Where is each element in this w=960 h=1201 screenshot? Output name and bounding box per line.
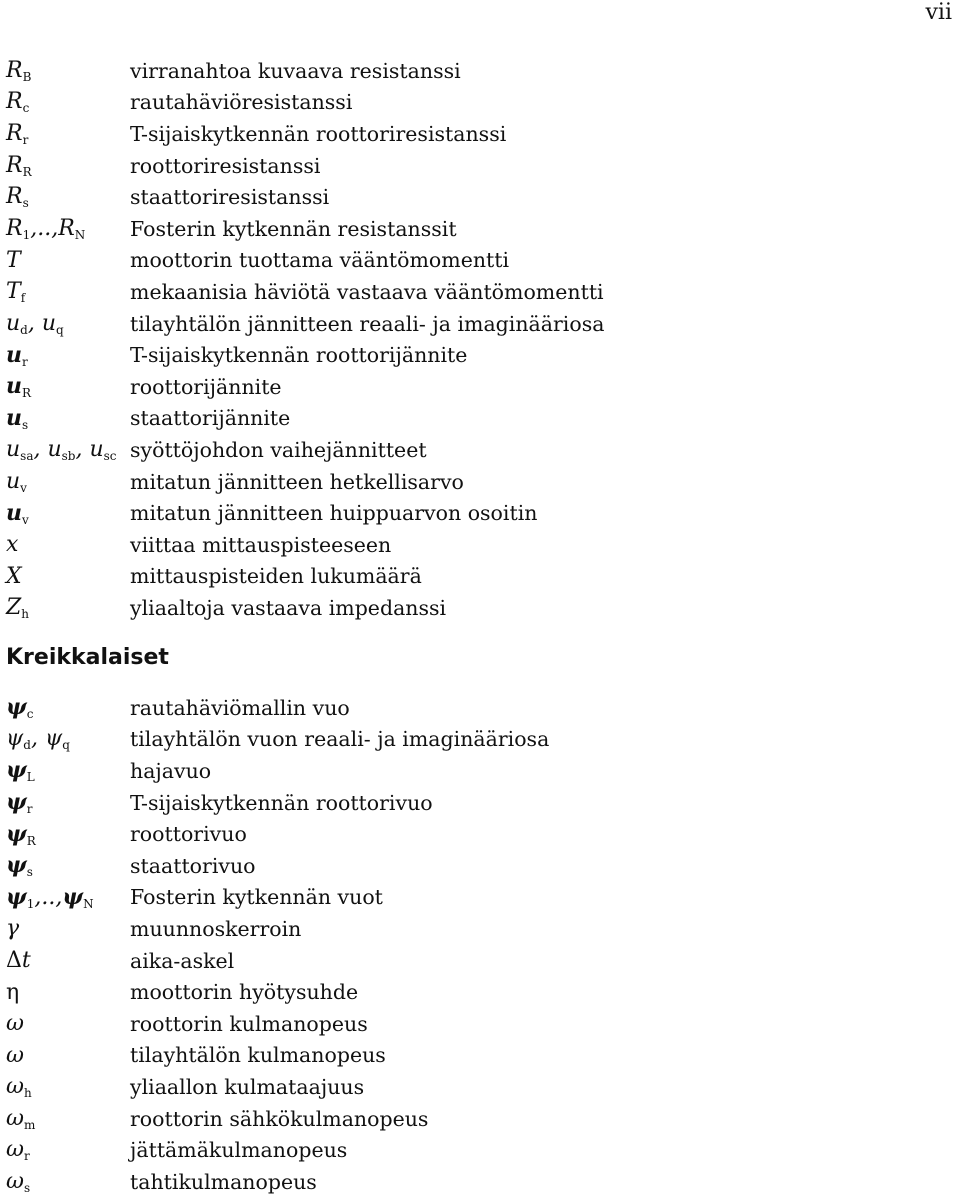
symbol-description: tilayhtälön kulmanopeus bbox=[130, 1043, 386, 1068]
symbol-row bbox=[6, 1040, 549, 1072]
symbol: $\psi_R$ bbox=[6, 820, 36, 848]
symbol-description: roottorivuo bbox=[130, 822, 247, 847]
symbol-description: jättämäkulmanopeus bbox=[130, 1138, 348, 1163]
symbol: ω bbox=[6, 1042, 24, 1068]
symbol-description: virranahtoa kuvaava resistanssi bbox=[130, 58, 461, 83]
symbol-description: roottorijännite bbox=[130, 374, 282, 399]
symbol-description: Fosterin kytkennän vuot bbox=[130, 885, 383, 910]
symbol-description: moottorin tuottama vääntömomentti bbox=[130, 248, 510, 273]
symbol: $u_R$ bbox=[6, 373, 32, 401]
symbol-description: mitatun jännitteen huippuarvon osoitin bbox=[130, 501, 538, 526]
symbol-row bbox=[6, 1134, 549, 1166]
symbol: $\psi_1,..,\psi_N$ bbox=[6, 883, 94, 911]
symbol: Δt bbox=[6, 948, 31, 974]
symbol-row bbox=[6, 213, 604, 245]
symbol-description: tahtikulmanopeus bbox=[130, 1169, 317, 1194]
symbol: $\omega_s$ bbox=[6, 1168, 31, 1195]
symbol-row bbox=[6, 529, 604, 561]
symbol-row bbox=[6, 497, 604, 529]
symbol-description: muunnoskerroin bbox=[130, 916, 302, 941]
symbol: $\omega_m$ bbox=[6, 1105, 36, 1132]
symbol-description: moottorin hyötysuhde bbox=[130, 980, 359, 1005]
symbol-description: mekaanisia häviötä vastaava vääntömomentti bbox=[130, 279, 604, 304]
symbol: x bbox=[6, 532, 19, 558]
symbol: $\psi_c$ bbox=[6, 694, 34, 722]
symbol: $\psi_r$ bbox=[6, 789, 33, 817]
symbol: $R_s$ bbox=[6, 184, 29, 211]
symbol-row bbox=[6, 850, 549, 882]
symbol: $\omega_r$ bbox=[6, 1137, 30, 1164]
symbol-row bbox=[6, 945, 549, 977]
symbol: $\omega_h$ bbox=[6, 1073, 32, 1100]
symbol-row bbox=[6, 1166, 549, 1198]
symbol-description: viittaa mittauspisteeseen bbox=[130, 532, 392, 557]
symbol-description: rautahäviöresistanssi bbox=[130, 90, 353, 115]
symbol-row bbox=[6, 724, 549, 756]
symbol: ω bbox=[6, 1011, 24, 1037]
symbol-description: T-sijaiskytkennän roottoriresistanssi bbox=[130, 121, 507, 146]
symbol-row bbox=[6, 118, 604, 150]
symbol-row bbox=[6, 339, 604, 371]
symbol-row bbox=[6, 976, 549, 1008]
symbol-description: tilayhtälön jännitteen reaali- ja imaginääriosa bbox=[130, 311, 605, 336]
symbol-row bbox=[6, 245, 604, 277]
symbol-row bbox=[6, 592, 604, 624]
symbol-row bbox=[6, 150, 604, 182]
symbol: $\psi_s$ bbox=[6, 852, 33, 880]
symbol: $R_c$ bbox=[6, 89, 30, 116]
symbol-description: Fosterin kytkennän resistanssit bbox=[130, 216, 457, 241]
symbol: $\psi_L$ bbox=[6, 757, 35, 785]
symbol: X bbox=[6, 563, 22, 589]
symbol: $u_v$ bbox=[6, 468, 27, 495]
symbol-row bbox=[6, 276, 604, 308]
symbol-row bbox=[6, 1103, 549, 1135]
symbol-row bbox=[6, 1071, 549, 1103]
symbol-description: yliaaltoja vastaava impedanssi bbox=[130, 595, 447, 620]
symbol-row bbox=[6, 371, 604, 403]
symbol-row bbox=[6, 913, 549, 945]
symbol-row bbox=[6, 882, 549, 914]
symbol-description: T-sijaiskytkennän roottorijännite bbox=[130, 343, 468, 368]
symbol-row bbox=[6, 308, 604, 340]
symbol: $u_{sa}$, $u_{sb}$, $u_{sc}$ bbox=[6, 436, 117, 463]
symbol-description: staattoriresistanssi bbox=[130, 185, 330, 210]
symbol-description: yliaallon kulmataajuus bbox=[130, 1074, 365, 1099]
symbol: $Z_h$ bbox=[6, 594, 30, 621]
symbol: $R_R$ bbox=[6, 152, 32, 179]
symbol-description: roottorin kulmanopeus bbox=[130, 1011, 368, 1036]
symbol-row bbox=[6, 755, 549, 787]
symbol-row bbox=[6, 181, 604, 213]
section-heading: Kreikkalaiset bbox=[6, 645, 169, 670]
symbol: $R_B$ bbox=[6, 57, 32, 84]
symbol-row bbox=[6, 87, 604, 119]
symbol: $u_d$, $u_q$ bbox=[6, 310, 64, 337]
symbol: $T_f$ bbox=[6, 278, 26, 305]
symbol: $R_r$ bbox=[6, 120, 29, 147]
symbol-description: staattorijännite bbox=[130, 406, 291, 431]
symbol-description: roottorin sähkökulmanopeus bbox=[130, 1106, 429, 1131]
symbol-description: aika-askel bbox=[130, 948, 235, 973]
symbol-description: rautahäviömallin vuo bbox=[130, 695, 350, 720]
symbol-row bbox=[6, 55, 604, 87]
symbol: $R_1,..,R_N$ bbox=[6, 215, 86, 242]
symbol-description: mitatun jännitteen hetkellisarvo bbox=[130, 469, 464, 494]
latin-symbol-list bbox=[6, 55, 604, 624]
symbol-row bbox=[6, 787, 549, 819]
symbol-description: roottoriresistanssi bbox=[130, 153, 321, 178]
symbol-row bbox=[6, 1008, 549, 1040]
symbol-description: hajavuo bbox=[130, 758, 212, 783]
symbol: γ bbox=[6, 916, 20, 942]
symbol: $\psi_d$, $\psi_q$ bbox=[6, 726, 70, 753]
symbol: T bbox=[6, 247, 21, 273]
symbol-description: syöttöjohdon vaihejännitteet bbox=[130, 437, 427, 462]
greek-symbol-list bbox=[6, 692, 549, 1198]
symbol-row bbox=[6, 434, 604, 466]
symbol-description: T-sijaiskytkennän roottorivuo bbox=[130, 790, 433, 815]
symbol-row bbox=[6, 692, 549, 724]
symbol-row bbox=[6, 466, 604, 498]
symbol-row bbox=[6, 403, 604, 435]
symbol-row bbox=[6, 561, 604, 593]
symbol-description: mittauspisteiden lukumäärä bbox=[130, 564, 422, 589]
symbol: $u_r$ bbox=[6, 341, 28, 369]
symbol: $u_v$ bbox=[6, 499, 29, 527]
symbol-row bbox=[6, 818, 549, 850]
symbol-description: tilayhtälön vuon reaali- ja imaginääriosa bbox=[130, 727, 550, 752]
symbol: η bbox=[6, 979, 20, 1005]
symbol: $u_s$ bbox=[6, 404, 29, 432]
page-number: vii bbox=[925, 0, 952, 25]
symbol-description: staattorivuo bbox=[130, 853, 256, 878]
